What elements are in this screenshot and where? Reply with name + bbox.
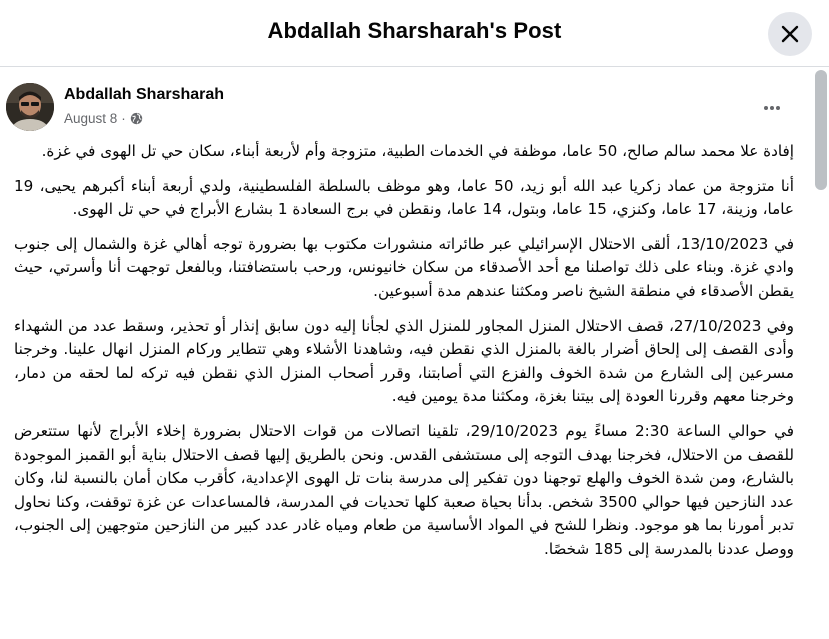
profile-photo — [6, 83, 54, 131]
more-dot — [770, 106, 774, 110]
post-paragraph: إفادة علا محمد سالم صالح، 50 عاما، موظفة في الخدمات الطبية، متزوجة وأم لأربعة أبناء، سكان حي تل الهوى في غزة. — [41, 142, 794, 160]
post-date[interactable]: August 8 — [64, 111, 118, 126]
post-paragraph: في 13/10/2023، ألقى الاحتلال الإسرائيلي عبر طائراته منشورات مكتوب بها بضرورة توجه أهالي غزة والشمال إلى جنوب وادي غزة. وبناء على ذلك تواصلنا مع أحد الأصدقاء من سكان خانيونس، ورحب باستضافتنا، وبالفعل توجهت أنا وأسرتي، حيث يقطن الأصدقاء في منطقة الشيخ ناصر ومكثنا عندهم مدة أسبوعين. — [14, 234, 795, 300]
more-options-button[interactable] — [754, 90, 790, 126]
post-paragraph: وفي 27/10/2023، قصف الاحتلال المنزل المجاور للمنزل الذي لجأنا إليه دون سابق إنذار أو تحذير، وسقط عدد من الشهداء وأدى القصف إلى إلحاق أضرار بالغة بالمنزل الذي نقطن فيه، وشاهدنا الأشلاء وهي تتطاير وركام المنزل انهال علينا. وخرجنا مسرعين إلى الشارع من شدة الخوف والفزع التي أصابتنا، وقرر أصحاب المنزل الذي نقطن فيه تركه لما لحقه من دمار، وخرجنا معهم وقررنا العودة إلى بيتنا بغزة، ومكثنا مدة يومين فيه. — [14, 316, 794, 406]
avatar[interactable] — [6, 83, 54, 131]
post-container — [0, 68, 829, 639]
post-meta — [64, 111, 143, 126]
more-horizontal-icon — [764, 106, 768, 110]
globe-icon[interactable] — [130, 112, 143, 125]
post-paragraph: أنا متزوجة من عماد زكريا عبد الله أبو زيد، 50 عاما، وهو موظف بالسلطة الفلسطينية، ولدي أربعة أبناء أكبرهم يحيى، 19 عاما، وزينة، 17 عاما، وكنزي، 15 عاما، وبتول، 14 عاما، ونقطن في برج السعادة 1 بشارع الأبراج في حي تل الهوى. — [14, 176, 795, 219]
scrollbar-thumb[interactable] — [815, 70, 827, 190]
author-name[interactable]: Abdallah Sharsharah — [64, 86, 225, 103]
close-icon — [780, 24, 800, 44]
meta-separator: · — [121, 111, 126, 126]
dialog-title: Abdallah Sharsharah's Post — [267, 18, 562, 43]
dialog-header — [0, 0, 829, 67]
more-dot — [776, 106, 780, 110]
post-text — [14, 140, 794, 573]
close-button[interactable] — [768, 12, 812, 56]
post-paragraph: في حوالي الساعة 2:30 مساءً يوم 29/10/2023، تلقينا اتصالات من قوات الاحتلال بضرورة إخلاء الأبراج لأنها ستتعرض للقصف من الاحتلال، فخرجنا بهدف التوجه إلى مستشفى القدس. ونحن بالطريق إليها قصف الاحتلال بناية أبو القمبز الموجودة بالشارع، ومن شدة الخوف والهلع توجهنا دون تفكير إلى مدرسة بنات تل الهوى الإعدادية، كأقرب مكان أمان بالنسبة لنا، وكان عدد النازحين فيها حوالي 3500 شخص. بدأنا بحياة صعبة كلها تحديات في المدرسة، فالمساعدات عن غزة توقفت، وكنا نحاول تدبر أمورنا بما هو موجود. ونظرا للشح في المواد الأساسية من طعام ومياه غادر عدد كبير من النازحين متوجهين إلى الجنوب، ووصل عددنا بالمدرسة إلى 185 شخصًا. — [14, 421, 794, 558]
